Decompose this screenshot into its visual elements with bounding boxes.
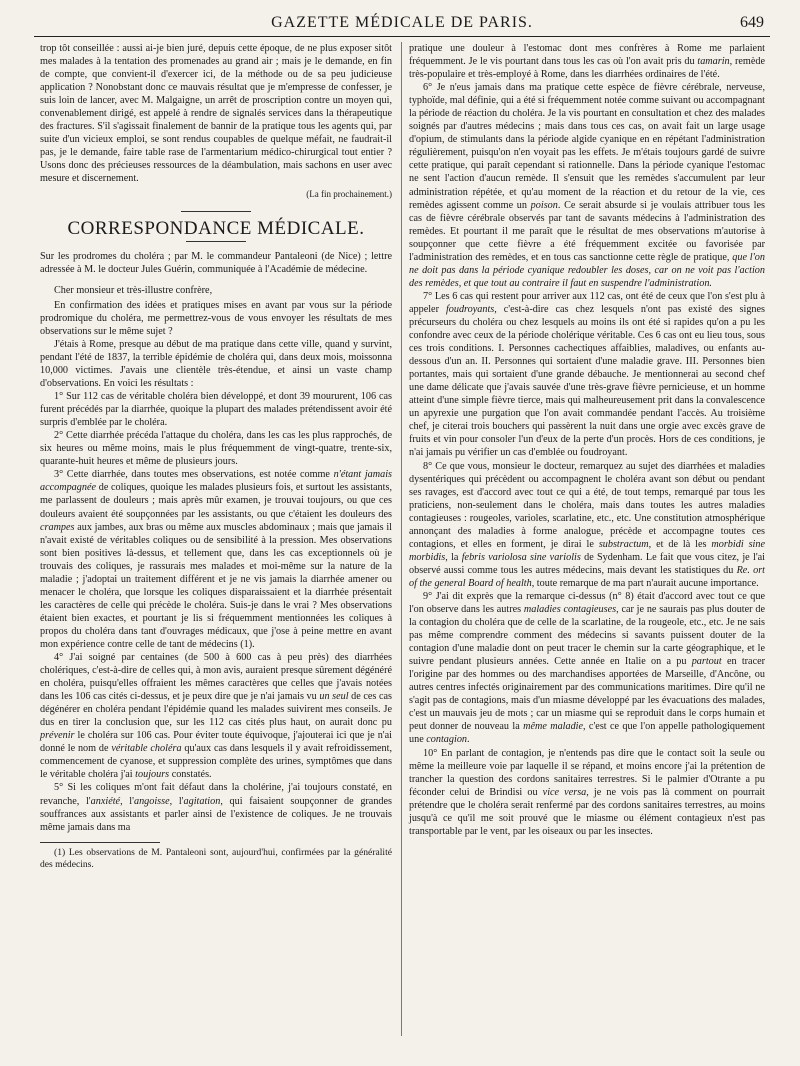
page-number: 649 bbox=[740, 14, 764, 31]
left-column bbox=[40, 42, 392, 872]
paragraph: 10° En parlant de contagion, je n'entends pas dire que le contact soit la seule ou même la meilleure voie par laquelle il se répand, et moins encore j'ai la prétention de trancher la question des cordons sanitaires terrestres. Si le palmier d'Otrante a pu féconder celui de Brindisi ou vice versa, je ne vois pas là comment on pourrait prétendre que le choléra serait renfermé par des cordons sanitaires terrestres, au moins jusqu'à ce qu'il me soit prouvé que le miasme ou élément contagieux n'est pas transportable par le vent, par les oiseaux ou par les insectes. bbox=[409, 747, 765, 837]
footnote: (1) Les observations de M. Pantaleoni sont, aujourd'hui, confirmées par la généralité des médecins. bbox=[40, 846, 392, 871]
paragraph: 4° J'ai soigné par centaines (de 500 à 600 cas à peu près) des diarrhées cholériques, c'est-à-dire de celles qui, à mon avis, auraient presque sûrement dégénéré en choléra, puisqu'elles offraient les mêmes caractères que celles que j'avais notées dans les 106 cas cités ci-dessus, et je peux dire que je n'ai jamais vu un seul de ces cas dégénérer en choléra pendant l'épidémie quand les malades suivirent mes conseils. Je dus en tirer la conclusion que, sur les 112 cas cités plus haut, on aurait donc pu prévenir le choléra sur 106 cas. Pour éviter toute équivoque, j'ajouterai ici que je n'ai donné le nom de véritable choléra qu'aux cas dans lesquels il y avait refroidissement, commencement de cyanose, et suppression complète des urines, symptômes que dans le véritable choléra j'ai toujours constatés. bbox=[40, 652, 393, 781]
salutation: Cher monsieur et très-illustre confrère, bbox=[54, 284, 213, 296]
paragraph: J'étais à Rome, presque au début de ma pratique dans cette ville, quand y survint, pendant l'été de 1837, la terrible épidémie de choléra qui, dans deux mois, moissonna 10,000 victimes. J'avais une clientèle très-étendue, et ainsi un vaste champ d'observations. En voici les résultats : bbox=[40, 338, 392, 390]
paragraph: 3° Cette diarrhée, dans toutes mes observations, est notée comme n'étant jamais accompagnée de coliques, quoique les malades plusieurs fois, et surtout les assistants, me parlassent de douleurs ; mais après mûr examen, je trouvai toujours, ou que ces douleurs avaient été soupçonnées par les assistants, ou que c'étaient les douleurs des crampes aux jambes, aux bras ou même aux muscles abdominaux ; mais que jamais il n'avait existé de véritables coliques ou de sensibilité à la pression. Mes observations sont bien positives là-dessus, et tellement que, dans les cas exceptionnels où je trouvais des coliques, je rassurais mes malades et moi-même sur la nature de la maladie ; j'adoptai un traitement différent et je ne vis jamais la diarrhée amener ou menacer le choléra, que lorsque les coliques disparaissaient et la diarrhée présentait les caractères de celle qui précède le choléra. Suis-je dans le vrai ? Mes observations étaient bien exactes, et pourtant je lis si fréquemment mentionnées les coliques à propos du choléra dans tant d'ouvrages médicaux, que j'ose à peine mettre en avant mon expérience contre celle de tant de médecins (1). bbox=[40, 469, 392, 650]
paragraph: 9° J'ai dit exprès que la remarque ci-dessus (n° 8) était d'accord avec tout ce que l'on observe dans les autres maladies contagieuses, car je ne saurais pas plus douter de la contagion du choléra que de celle de la scarlatine, de la rougeole, etc., etc. Je ne sais pas même comprendre comment des médecins si savants puissent douter de la contagion d'une maladie dont on peut tracer le chemin sur la carte géographique, et le suivre pendant plusieurs années. Cette année en Italie on a pu partout en tracer l'origine par des hommes ou des marchandises apportées de Marseille, d'Ancône, ou autres centres infectés originairement par des communications maritimes. Dire qu'il ne s'agit pas de contagions, mais d'un miasme développé par les évacuations des malades, c'est un mauvais jeu de mots ; car un miasme qui se reproduit dans le corps humain et peut donner de nouveau la même maladie, c'est ce que l'on appelle pathologiquement une contagion. bbox=[409, 590, 766, 746]
paragraph: En confirmation des idées et pratiques mises en avant par vous sur la période prodromique du choléra, me permettrez-vous de vous envoyer les résultats de mes observations sur le même sujet ? bbox=[40, 299, 392, 337]
paragraph: 7° Les 6 cas qui restent pour arriver aux 112 cas, ont été de ceux que l'on s'est plu à appeler foudroyants, c'est-à-dire cas chez lesquels n'ont pas existé des signes précurseurs du choléra ou chez lesquels au moins ils ont été si rapides qu'on a pu les confondre avec ceux de la période cholérique véritable. Ces 6 cas ont eu lieu tous, sous ces trois conditions. I. Personnes cachectiques affaiblies, maladives, ou enfants au-dessous d'un an. II. Personnes qui sortaient d'une maladie grave. III. Personnes bien portantes, mais qui sortaient d'une grande débauche. Je mentionnerai au second chef une dame délicate que j'avais sauvée d'une très-grave fièvre pernicieuse, et un homme atteint d'une simple fièvre tierce, mais qui malheureusement prit dans la convalescence un apyrexie une purgation que l'on avait commandée pendant l'accès. Au troisième chef, je citerai trois bouchers qui passèrent la nuit dans une orgie avec excès grave de fruits et vin pour consoler l'un d'eux de la perte d'un procès. Hors de ces conditions, je n'ai jamais pu vérifier un cas d'emblée ou foudroyant. bbox=[409, 290, 765, 459]
paragraph: pratique une douleur à l'estomac dont mes confrères à Rome me parlaient fréquemment. Je le vis pourtant dans tous les cas où l'on avait pris du tamarin, remède très-populaire et très-employé à Rome, dans les diarrhées ordinaires de l'été. bbox=[409, 43, 765, 81]
paragraph: 1° Sur 112 cas de véritable choléra bien développé, et dont 39 moururent, 106 cas furent précédés par la diarrhée, quoique la plupart des malades prétendissent avoir été surpris d'emblée par le choléra. bbox=[40, 391, 392, 429]
paragraph: trop tôt conseillée : aussi ai-je bien juré, depuis cette époque, de ne plus exposer sitôt mes malades à la tentation des promenades au grand air ; mais je le demande, en fin de compte, que convient-il d'exercer ici, de la méthode ou de sa peu judicieuse application ? Nonobstant donc ce mauvais résultat que je m'empresse de confesser, je suis loin de lancer, avec M. Malgaigne, un arrêt de proscription contre un moyen qui, convenablement dirigé, est appelé à rendre de signalés services dans la thérapeutique des fractures. S'il s'agissait finalement de bannir de la pratique tous les agents qui, par suite d'un vicieux emploi, se sont rendus coupables de quelque méfait, ne faudrait-il pas, je le demande, faire table rase de l'armentarium médico-chirurgical tout entier ? Usons donc des précieuses ressources de la déambulation, mais sachons en user avec mesure et discernement. bbox=[40, 43, 392, 185]
section-title: CORRESPONDANCE MÉDICALE. bbox=[67, 217, 365, 239]
running-title: GAZETTE MÉDICALE DE PARIS. bbox=[271, 14, 533, 31]
footnote-rule bbox=[40, 842, 160, 843]
paragraph: 8° Ce que vous, monsieur le docteur, remarquez au sujet des diarrhées et maladies dysentériques qui précèdent ou accompagnent le choléra avant son début ou pendant ses ravages, est d'accord avec tout ce qui a été, de tout temps, remarqué par tous les praticiens, non-seulement dans le choléra, mais dans toutes les autres maladies contagieuses : rougeoles, varioles, scarlatine, etc., etc. Une constitution atmosphérique annonçant des maladies à forme analogue, précède et accompagne toutes ces contagions, et elles en forment, je dirai le substractum, et de là les morbidi sine morbidis, la febris variolosa sine variolis de Sydenham. Le fait que vous citez, je l'ai observé aussi comme tous les autres médecins, mais devant les statistiques du Re. ort of the general Board of health, toute remarque de ma part n'aurait aucune importance. bbox=[409, 460, 766, 589]
section-divider bbox=[181, 211, 251, 212]
page-header bbox=[34, 14, 770, 36]
paragraph: 5° Si les coliques m'ont fait défaut dans la cholérine, j'ai toujours constaté, en revanche, l'anxiété, l'angoisse, l'agitation, qui faisaient soupçonner de grandes souffrances aux assistants et parler ainsi de l'existence de coliques. Je ne trouvais même jamais dans ma bbox=[40, 782, 392, 833]
continued-note: (La fin prochainement.) bbox=[306, 188, 392, 199]
header-rule bbox=[34, 36, 770, 37]
column-divider bbox=[401, 42, 402, 1036]
title-underline bbox=[186, 241, 246, 242]
paragraph: 2° Cette diarrhée précéda l'attaque du choléra, dans les cas les plus rapprochés, de six heures ou même moins, mais le plus fréquemment de vingt-quatre, trente-six, quarante-huit heures et même de plusieurs jours. bbox=[40, 430, 392, 468]
letter-intro: Sur les prodromes du choléra ; par M. le commandeur Pantaleoni (de Nice) ; lettre adressée à M. le docteur Jules Guérin, communiquée à l'Académie de médecine. bbox=[40, 250, 392, 275]
right-column bbox=[409, 42, 765, 838]
paragraph: 6° Je n'eus jamais dans ma pratique cette espèce de fièvre cérébrale, nerveuse, typhoïde, mal définie, qui a été si fréquemment notée comme suivant ou accompagnant la période de réaction du choléra. Je la vis pourtant en consultation et chez des malades soignés par d'autres médecins ; mais dans tous ces cas, on avait fait un large usage d'opium, de stimulants dans la période algide cyanique en en répétant l'administration régulièrement, puisqu'on n'en voyait pas les effets. Je m'étais toujours gardé de suivre cette pratique, qui paraît cependant si rationnelle. Dans la période cyanique l'estomac ne sent l'action d'aucun remède. Il s'ensuit que les remèdes s'accumulent par leur administration répétée, et qu'au moment de la réaction et du retour de la vie, ces remèdes agissent comme un poison. Ce serait absurde si je voulais attribuer tous les cas de fièvre cérébrale observés par tant de savants médecins à l'administration des remèdes. Et pourtant il me paraît que le résultat de mes observations m'autorise à soupçonner que cette fièvre a été fréquemment excitée ou favorisée par l'administration des remèdes, et en tous cas sanctionne cette règle de pratique, que l'on ne doit pas dans la période cyanique redoubler les doses, car on ne voit pas l'action des remèdes, et que tout au contraire il faut en suspendre l'administration. bbox=[409, 82, 765, 289]
